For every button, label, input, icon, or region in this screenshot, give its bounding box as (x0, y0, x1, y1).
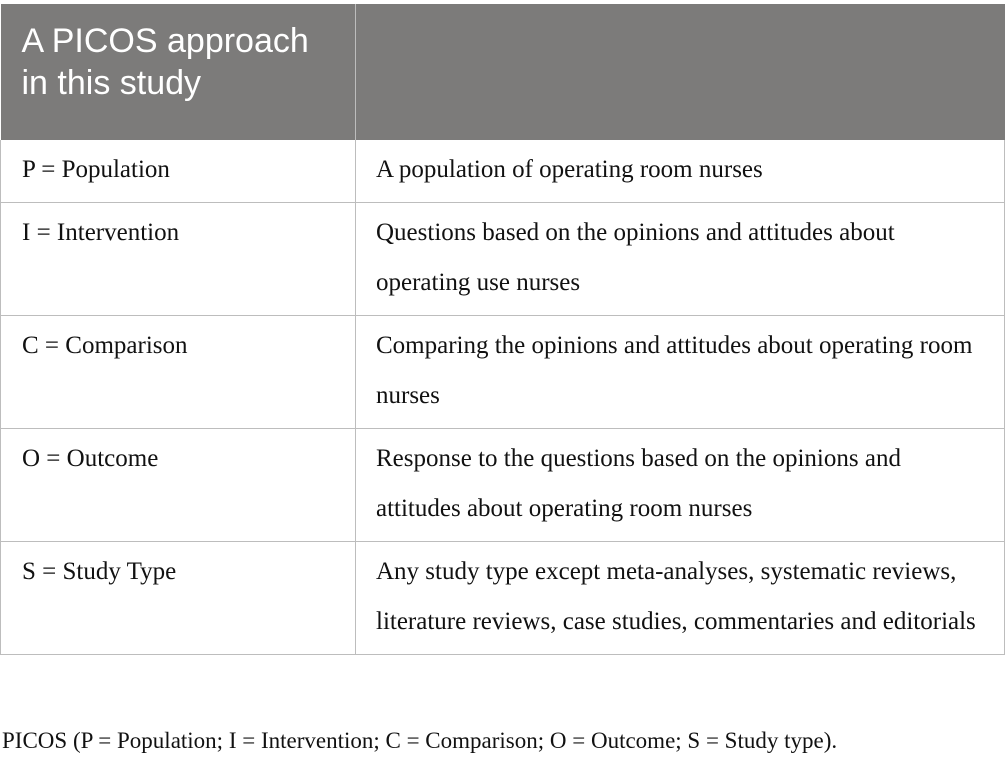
row-value-intervention: Questions based on the opinions and attitudes about operating use nurses (356, 203, 1005, 316)
table-row (1, 203, 1005, 316)
header-cell-title: A PICOS approach in this study (1, 4, 356, 140)
row-key-intervention: I = Intervention (1, 203, 356, 316)
table-row (1, 542, 1005, 655)
table-footnote: PICOS (P = Population; I = Intervention; C = Comparison; O = Outcome; S = Study type). (2, 728, 838, 753)
row-key-population: P = Population (1, 140, 356, 203)
header-cell-empty (356, 4, 1005, 140)
row-value-study-type: Any study type except meta-analyses, systematic reviews, literature reviews, case studies, commentaries and editorials (356, 542, 1005, 655)
table-row (1, 316, 1005, 429)
table-header-row (1, 4, 1005, 140)
table-row (1, 140, 1005, 203)
picos-table (0, 4, 1005, 655)
row-key-comparison: C = Comparison (1, 316, 356, 429)
row-key-study-type: S = Study Type (1, 542, 356, 655)
row-value-population: A population of operating room nurses (356, 140, 1005, 203)
row-value-outcome: Response to the questions based on the opinions and attitudes about operating room nurses (356, 429, 1005, 542)
row-value-comparison: Comparing the opinions and attitudes about operating room nurses (356, 316, 1005, 429)
row-key-outcome: O = Outcome (1, 429, 356, 542)
table-row (1, 429, 1005, 542)
